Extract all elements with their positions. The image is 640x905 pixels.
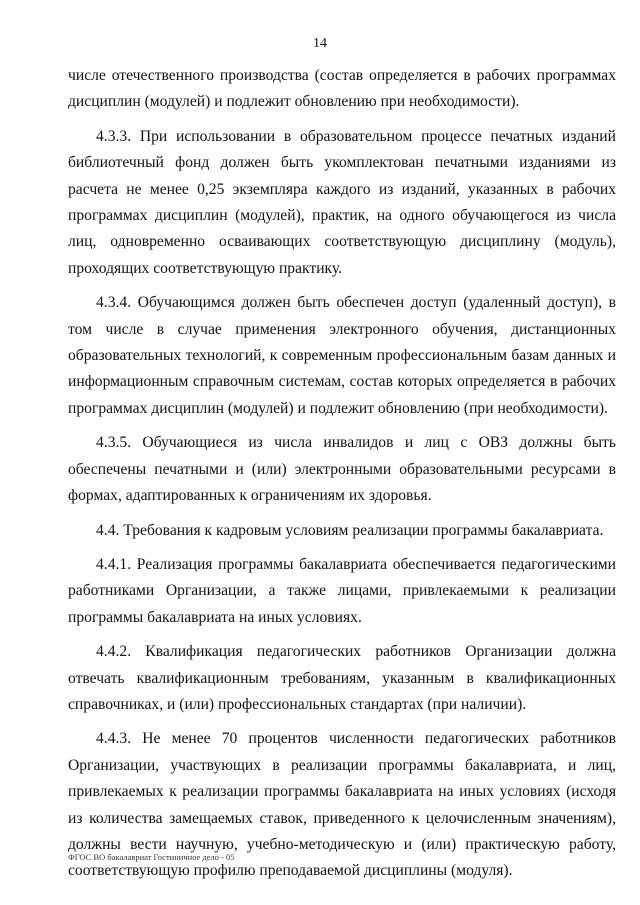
page-footer: ФГОС ВО бакалавриат Гостиничное дело - 05 — [68, 852, 235, 862]
document-body — [68, 63, 616, 893]
paragraph-4-3-4: 4.3.4. Обучающимся должен быть обеспечен доступ (удаленный доступ), в том числе в случае применения электронного обучения, дистанционных образовательных технологий, к современным профессиональным базам данных и информационным справочным системам, состав которых определяется в рабочих программах дисциплин (модулей) и подлежит обновлению (при необходимости). — [68, 294, 616, 417]
section-heading-4-4: 4.4. Требования к кадровым условиям реализации программы бакалавриата. — [96, 521, 604, 539]
page-number: 14 — [313, 36, 327, 51]
paragraph-4-4-1: 4.4.1. Реализация программы бакалавриата обеспечивается педагогическими работниками Организации, а также лицами, привлекаемыми к реализации программы бакалавриата на иных условиях. — [68, 555, 616, 626]
paragraph-4-4-3: 4.4.3. Не менее 70 процентов численности педагогических работников Организации, участвующих в реализации программы бакалавриата, и лиц, привлекаемых к реализации программы бакалавриата на иных условиях (исходя из количества замещаемых ставок, приведенного к целочисленным значениям), должны вести научную, учебно-методическую и (или) практическую работу, соответствующую профилю преподаваемой дисциплины (модуля). — [68, 730, 616, 880]
paragraph-4-4-2: 4.4.2. Квалификация педагогических работников Организации должна отвечать квалификационным требованиям, указанным в квалификационных справочниках, и (или) профессиональных стандартах (при наличии). — [68, 643, 616, 713]
paragraph-4-3-3: 4.3.3. При использовании в образовательном процессе печатных изданий библиотечный фонд должен быть укомплектован печатными изданиями из расчета не менее 0,25 экземпляра каждого из изданий, указанных в рабочих программах дисциплин (модулей), практик, на одного обучающегося из числа лиц, одновременно осваивающих соответствующую дисциплину (модуль), проходящих соответствующую практику. — [68, 127, 616, 277]
paragraph-continuation: числе отечественного производства (состав определяется в рабочих программах дисциплин (модулей) и подлежит обновлению при необходимости). — [68, 67, 616, 111]
paragraph-4-3-5: 4.3.5. Обучающиеся из числа инвалидов и лиц с ОВЗ должны быть обеспечены печатными и (или) электронными образовательными ресурсами в формах, адаптированных к ограничениям их здоровья. — [68, 434, 616, 505]
